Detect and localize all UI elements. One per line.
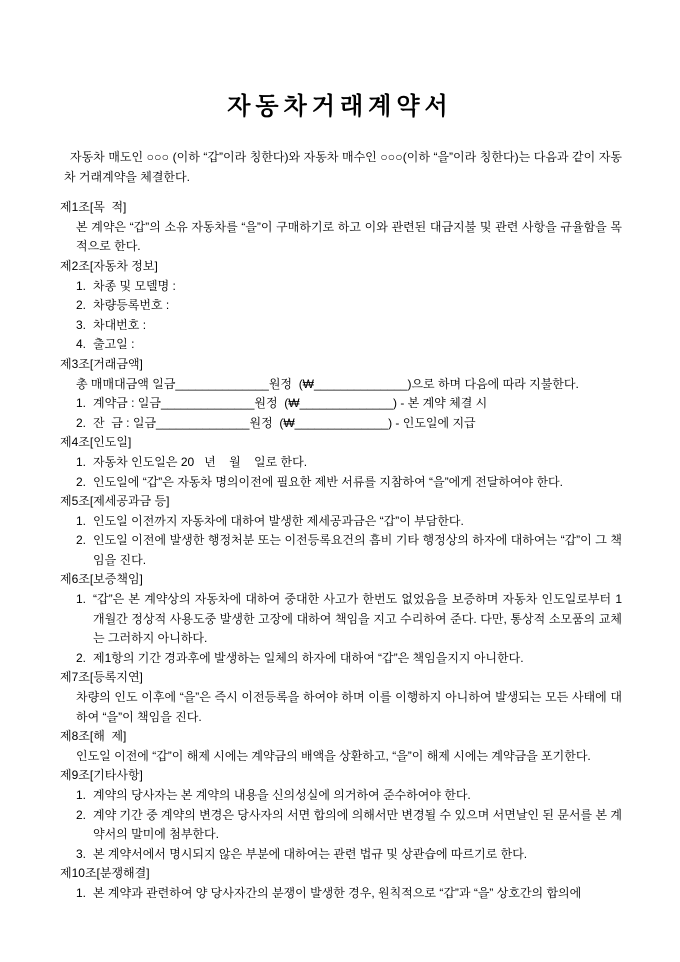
clause-text: 본 계약서에서 명시되지 않은 부분에 대하여는 관련 법규 및 상관습에 따르기로 한다. <box>93 846 528 861</box>
clause <box>76 531 622 570</box>
article <box>0 570 622 668</box>
clause <box>76 453 622 473</box>
article-heading: 제2조[자동차 정보] <box>60 258 158 273</box>
clause-marker: 1. <box>76 885 87 900</box>
clause-marker: 1. <box>76 396 87 411</box>
clause-text: 차종 및 모델명 : <box>93 278 176 293</box>
article-heading: 제4조[인도일] <box>60 435 132 450</box>
clause-marker: 2. <box>76 415 87 430</box>
clause-marker: 1. <box>76 788 87 802</box>
clause <box>76 649 622 669</box>
clause-marker: 1. <box>76 454 87 469</box>
clause-marker: 3. <box>76 846 87 861</box>
clause-text: 차량의 인도 이후에 “을”은 즉시 이전등록을 하여야 하며 이를 이행하지 아니하여 발생되는 모든 사태에 대하여 “을”이 책임을 진다. <box>76 690 622 724</box>
article-heading: 제10조[분쟁해결] <box>60 866 150 881</box>
clause <box>76 806 622 845</box>
clause-text: 계약 기간 중 계약의 변경은 당사자의 서면 합의에 의해서만 변경될 수 있으며 서면날인 된 문서를 본 계약서의 말미에 첨부한다. <box>93 807 622 842</box>
clause <box>76 414 622 434</box>
article-heading: 제8조[해 제] <box>60 729 127 744</box>
clause <box>76 786 622 806</box>
articles <box>0 198 622 903</box>
clause-text: 본 계약과 관련하여 양 당사자간의 분쟁이 발생한 경우, 원칙적으로 “갑”과 “을” 상호간의 합의에 <box>93 885 582 900</box>
clause <box>76 335 622 355</box>
clause <box>76 296 622 316</box>
clause-marker: 1. <box>76 513 87 528</box>
clause <box>76 747 622 767</box>
article <box>0 198 622 257</box>
clause <box>76 316 622 336</box>
article <box>0 864 622 903</box>
clause <box>76 688 622 727</box>
clause-text: 총 매매대금액 일금______________원정 (₩______________)으로 하며 다음에 따라 지불한다. <box>76 376 579 391</box>
article-heading: 제3조[거래금액] <box>60 356 143 371</box>
article-heading: 제7조[등록지연] <box>60 670 143 685</box>
clause-marker: 2. <box>76 474 87 489</box>
article-heading: 제9조[기타사항] <box>60 768 143 783</box>
clause-text: 인도일 이전에 “갑”이 해제 시에는 계약금의 배액을 상환하고, “을”이 해제 시에는 계약금을 포기한다. <box>76 748 591 763</box>
clause <box>76 512 622 532</box>
article <box>0 433 622 492</box>
clause-marker: 1. <box>76 592 87 607</box>
intro-paragraph: 자동차 매도인 ○○○ (이하 “갑”이라 칭한다)와 자동차 매수인 ○○○(이하 “을”이라 칭한다)는 다음과 같이 자동차 거래계약을 체결한다. <box>64 150 622 184</box>
clause <box>76 845 622 865</box>
clause-text: 잔 금 : 일금______________원정 (₩______________) - 인도일에 지급 <box>93 415 476 430</box>
article-heading: 제5조[제세공과금 등] <box>60 494 170 509</box>
clause <box>76 590 622 649</box>
article-heading: 제1조[목 적] <box>60 200 127 215</box>
clause-text: 자동차 인도일은 20 년 월 일로 한다. <box>93 454 308 469</box>
clause-marker: 4. <box>76 337 87 352</box>
clause <box>76 375 622 395</box>
clause <box>76 473 622 493</box>
clause-marker: 2. <box>76 298 87 313</box>
article <box>0 727 622 766</box>
clause-marker: 3. <box>76 317 87 332</box>
article <box>0 766 622 864</box>
clause-marker: 2. <box>76 533 87 548</box>
clause-text: 제1항의 기간 경과후에 발생하는 일체의 하자에 대하여 “갑”은 책임을지지 아니한다. <box>93 650 524 665</box>
clause-marker: 2. <box>76 807 87 822</box>
article <box>0 257 622 355</box>
clause <box>76 218 622 257</box>
article <box>0 668 622 727</box>
clause-text: 본 계약은 “갑”의 소유 자동차를 “을”이 구매하기로 하고 이와 관련된 대금지불 및 관련 사항을 규율함을 목적으로 한다. <box>76 219 622 254</box>
clause <box>76 277 622 297</box>
clause-text: 계약금 : 일금______________원정 (₩______________) - 본 계약 체결 시 <box>93 396 488 411</box>
clause-text: 차량등록번호 : <box>93 298 170 313</box>
clause-text: “갑”은 본 계약상의 자동차에 대하여 중대한 사고가 한번도 없었음을 보증하며 자동차 인도일로부터 1개월간 정상적 사용도중 발생한 고장에 대하여 책임을 지고 수리하여 준다. 다만, 통상적 소모품의 교체는 그러하지 아니하다. <box>93 592 622 646</box>
clause <box>76 884 622 904</box>
clause-text: 차대번호 : <box>93 317 147 332</box>
clause-text: 계약의 당사자는 본 계약의 내용을 신의성실에 의거하여 준수하여야 한다. <box>93 788 471 802</box>
article-heading: 제6조[보증책임] <box>60 572 143 587</box>
clause-text: 인도일에 “갑”은 자동차 명의이전에 필요한 제반 서류를 지참하여 “을”에게 전달하여야 한다. <box>93 474 563 489</box>
clause-text: 출고일 : <box>93 337 135 352</box>
clause <box>76 394 622 414</box>
clause-text: 인도일 이전에 발생한 행정처분 또는 이전등록요건의 흠비 기타 행정상의 하자에 대하여는 “갑”이 그 책임을 진다. <box>93 533 622 567</box>
clause-marker: 2. <box>76 650 87 665</box>
document-title: 자동차거래계약서 <box>227 93 453 120</box>
clause-text: 인도일 이전까지 자동차에 대하여 발생한 제세공과금은 “갑”이 부담한다. <box>93 513 464 528</box>
article <box>0 492 622 570</box>
article <box>0 355 622 433</box>
clause-marker: 1. <box>76 278 87 293</box>
